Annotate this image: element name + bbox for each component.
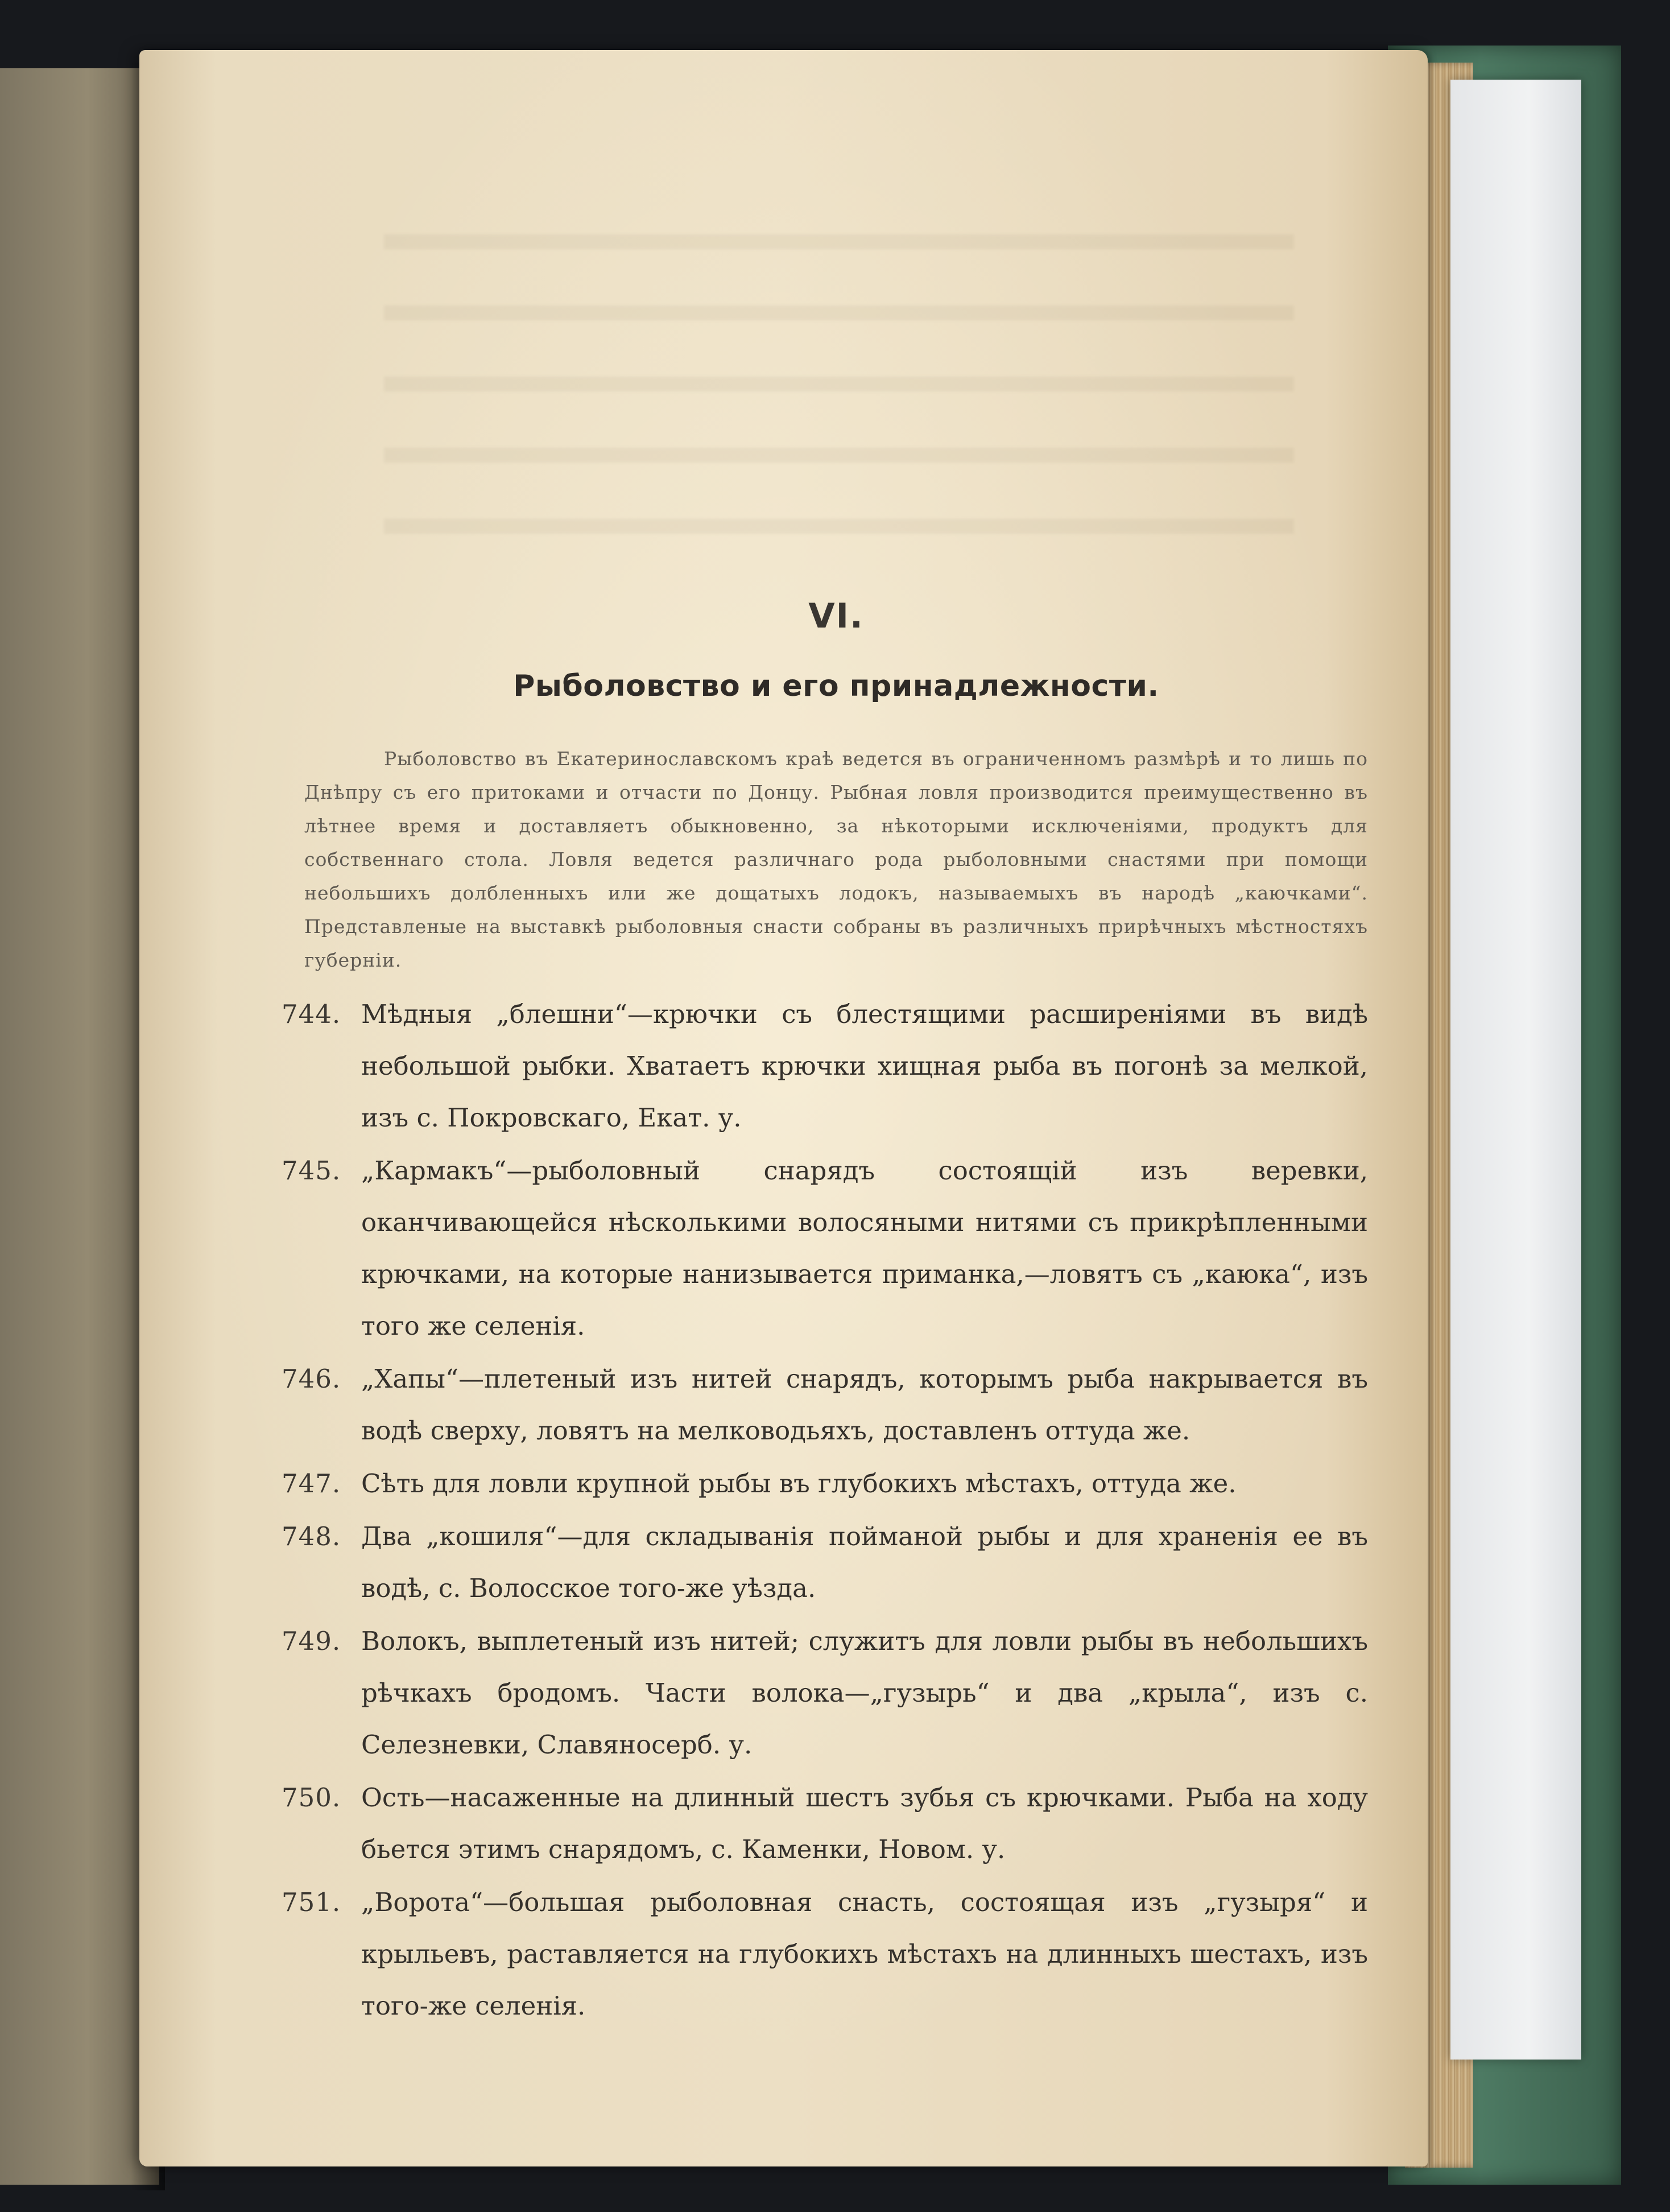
catalog-entry bbox=[282, 1615, 1368, 1771]
catalog-entry bbox=[282, 1511, 1368, 1614]
catalog-entry bbox=[282, 1458, 1368, 1509]
catalog-entry bbox=[282, 1145, 1368, 1352]
entry-number: 744. bbox=[282, 999, 341, 1029]
entry-text: Волокъ, выплетеный изъ нитей; служитъ для ловли рыбы въ небольшихъ рѣчкахъ бродомъ. Части волока—„гузырь“ и два „крыла“, изъ с. Селезневки, Славяносерб. у. bbox=[361, 1626, 1368, 1760]
catalog-entry bbox=[282, 1772, 1368, 1875]
entry-text: Ость—насаженные на длинный шестъ зубья съ крючками. Рыба на ходу бьется этимъ снарядомъ, с. Каменки, Новом. у. bbox=[361, 1782, 1368, 1864]
section-number: VI. bbox=[808, 596, 864, 636]
entry-text: Сѣть для ловли крупной рыбы въ глубокихъ мѣстахъ, оттуда же. bbox=[361, 1468, 1237, 1499]
entry-text: Мѣдныя „блешни“—крючки съ блестящими расширеніями въ видѣ небольшой рыбки. Хватаетъ крючки хищная рыба въ погонѣ за мелкой, изъ с. Покровскаго, Екат. у. bbox=[361, 999, 1368, 1133]
entry-text: „Ворота“—большая рыболовная снасть, состоящая изъ „гузыря“ и крыльевъ, раставляется на глубокихъ мѣстахъ на длинныхъ шестахъ, изъ того-же селенія. bbox=[361, 1887, 1368, 2021]
catalog-entries bbox=[282, 988, 1368, 2032]
entry-text: „Хапы“—плетеный изъ нитей снарядъ, которымъ рыба накрывается въ водѣ сверху, ловятъ на мелководьяхъ, доставленъ оттуда же. bbox=[361, 1364, 1368, 1446]
catalog-entry bbox=[282, 988, 1368, 1144]
entry-number: 751. bbox=[282, 1887, 341, 1917]
entry-number: 749. bbox=[282, 1626, 341, 1656]
entry-text: „Кармакъ“—рыболовный снарядъ состоящій изъ веревки, оканчивающейся нѣсколькими волосяными нитями съ прикрѣпленными крючками, на которые нанизывается приманка,—ловятъ съ „каюка“, изъ того же селенія. bbox=[361, 1155, 1368, 1341]
entry-number: 745. bbox=[282, 1155, 341, 1186]
entry-number: 748. bbox=[282, 1521, 341, 1551]
intro-paragraph: Рыболовство въ Екатеринославскомъ краѣ ведется въ ограниченномъ размѣрѣ и то лишь по Днѣпру съ его притоками и отчасти по Донцу. Рыбная ловля производится преимущественно въ лѣтнее время и доставляетъ обыкновенно, за нѣкоторыми исключеніями, продуктъ для собственнаго стола. Ловля ведется различнаго рода рыболовными снастями при помощи небольшихъ долбленныхъ или же дощатыхъ лодокъ, называемыхъ въ народѣ „каючками“. Представленые на выставкѣ рыболовныя снасти собраны въ различныхъ прирѣчныхъ мѣстностяхъ губерніи. bbox=[304, 748, 1368, 971]
entry-number: 746. bbox=[282, 1364, 341, 1394]
entry-text: Два „кошиля“—для складыванія пойманой рыбы и для храненія ее въ водѣ, с. Волосское того-же уѣзда. bbox=[361, 1521, 1368, 1603]
catalog-entry bbox=[282, 1353, 1368, 1456]
book-page bbox=[139, 50, 1428, 2166]
page-content bbox=[282, 596, 1368, 2033]
bleed-through-text bbox=[384, 209, 1294, 573]
paper-slip bbox=[1450, 80, 1581, 2060]
section-title: Рыболовство и его принадлежности. bbox=[513, 669, 1159, 703]
catalog-entry bbox=[282, 1876, 1368, 2032]
entry-number: 747. bbox=[282, 1468, 341, 1499]
entry-number: 750. bbox=[282, 1782, 341, 1813]
